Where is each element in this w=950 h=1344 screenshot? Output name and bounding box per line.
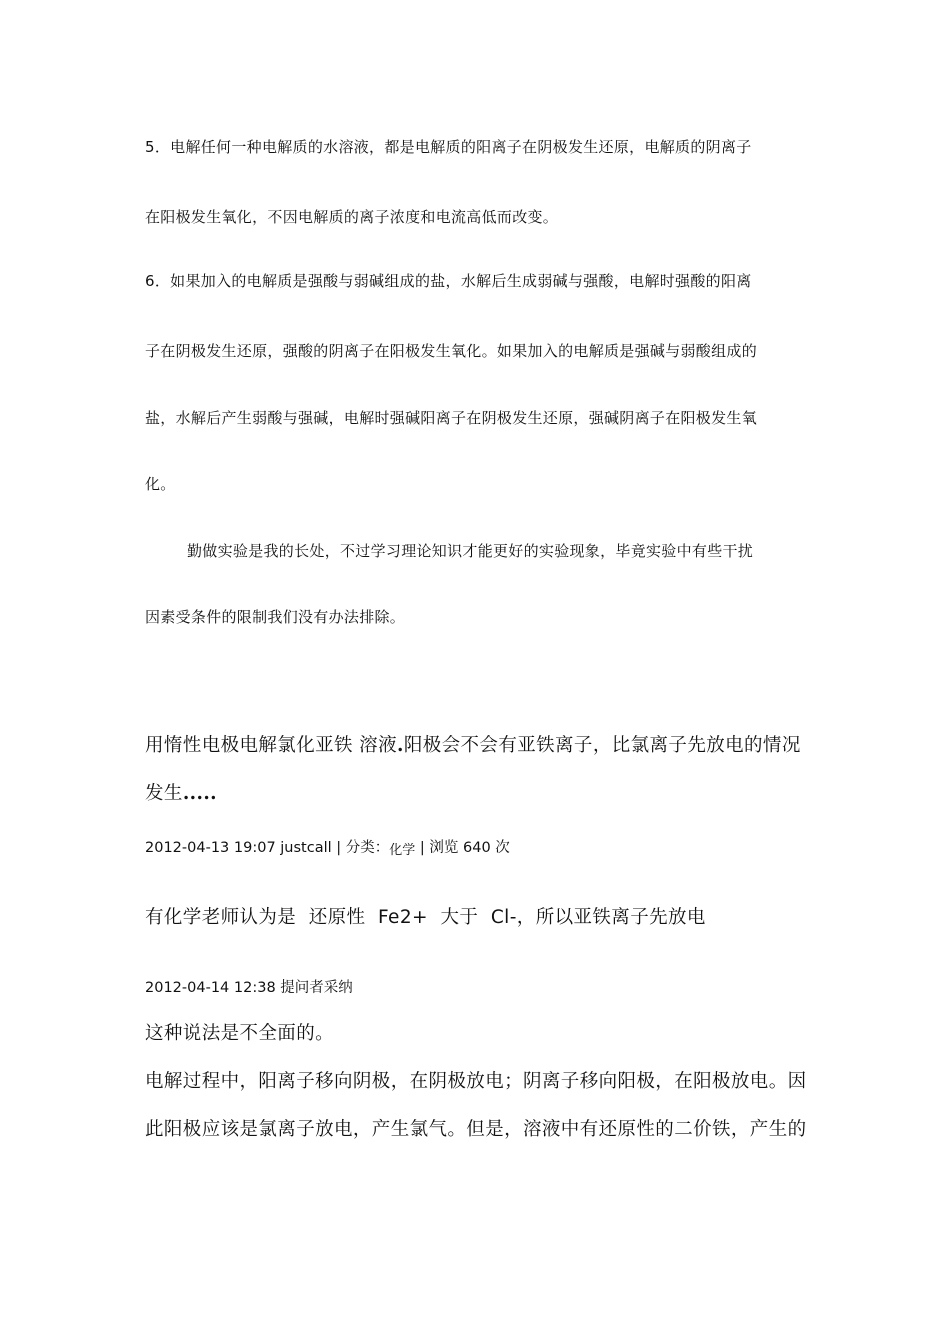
answer-line-1: 这种说法是不全面的。 (145, 1023, 335, 1044)
question-meta (145, 836, 510, 857)
item-6-line-3: 盐，水解后产生弱酸与强碱，电解时强碱阳离子在阴极发生还原，强碱阴离子在阳极发生氧 (145, 409, 758, 427)
question-title-line-2-text: 发生 (145, 783, 183, 804)
question-title-line-2 (145, 779, 217, 805)
item-6-number: 6 (145, 272, 155, 290)
item-5-text-1: ．电解任何一种电解质的水溶液，都是电解质的阳离子在阴极发生还原，电解质的阴离子 (154, 138, 752, 156)
item-5-line-2: 在阳极发生氧化，不因电解质的离子浓度和电流高低而改变。 (145, 208, 559, 226)
question-title-part-a: 用惰性电极电解氯化亚铁 溶液 (145, 735, 397, 756)
answer-meta (145, 976, 353, 997)
question-detail-part-a: 有化学老师认为是 还原性 (145, 907, 379, 928)
answer-line-2: 电解过程中，阳离子移向阴极，在阴极放电；阴离子移向阳极，在阳极放电。因 (145, 1071, 807, 1092)
question-date: 2012-04-13 19:07 (145, 840, 276, 856)
meta-separator: | (336, 840, 342, 856)
note-line-2: 因素受条件的限制我们没有办法排除。 (145, 608, 406, 626)
category-link[interactable]: 化学 (389, 843, 416, 858)
views-unit: 次 (495, 840, 510, 856)
answer-line-3: 此阳极应该是氯离子放电，产生氯气。但是，溶液中有还原性的二价铁，产生的 (145, 1119, 807, 1140)
question-title-part-c: 阳极会不会有亚铁离子，比氯离子先放电的情况 (403, 735, 801, 756)
item-6-line-1 (145, 270, 752, 291)
item-6-line-4: 化。 (145, 475, 176, 493)
question-detail-fe: Fe2+ (378, 907, 428, 928)
question-detail-cl: Cl- (490, 907, 517, 928)
item-5-line-1 (145, 136, 752, 157)
question-user[interactable]: justcall (280, 840, 332, 856)
meta-separator: | (419, 840, 425, 856)
item-6-text-1: ．如果加入的电解质是强酸与弱碱组成的盐，水解后生成弱碱与强酸，电解时强酸的阳离 (154, 272, 752, 290)
category-label: 分类： (345, 840, 390, 856)
question-title-line-1 (145, 731, 801, 757)
question-detail-part-c: ，所以亚铁离子先放电 (516, 907, 706, 928)
item-6-line-2: 子在阴极发生还原，强酸的阴离子在阳极发生氧化。如果加入的电解质是强碱与弱酸组成的 (145, 342, 758, 360)
views-label: 浏览 (429, 840, 459, 856)
question-title-ellipsis: ..... (182, 783, 218, 804)
answer-adopted-badge: 提问者采纳 (280, 980, 353, 996)
note-line-1: 勤做实验是我的长处，不过学习理论知识才能更好的实验现象，毕竟实验中有些干扰 (187, 542, 754, 560)
question-detail (145, 903, 706, 929)
question-detail-part-b: 大于 (427, 907, 491, 928)
views-count: 640 (463, 840, 491, 856)
item-5-number: 5 (145, 138, 155, 156)
question-title-dot: . (396, 735, 404, 756)
answer-date: 2012-04-14 12:38 (145, 980, 276, 996)
